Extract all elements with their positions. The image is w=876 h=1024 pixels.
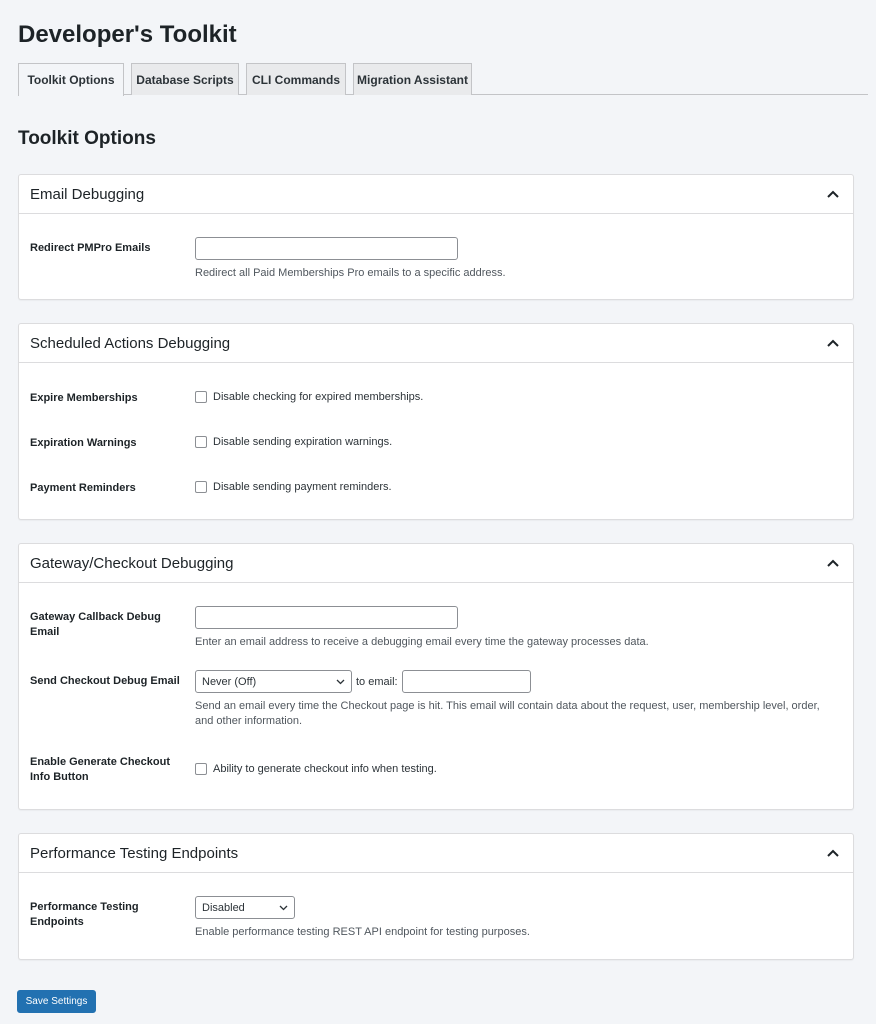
- generate-checkout-label: Enable Generate Checkout Info Button: [30, 756, 170, 783]
- expire-memberships-text: Disable checking for expired memberships.: [213, 391, 424, 403]
- redirect-emails-description: Redirect all Paid Memberships Pro emails to a specific address.: [195, 267, 506, 279]
- checkout-debug-email-input[interactable]: [402, 670, 531, 693]
- checkout-debug-label: Send Checkout Debug Email: [30, 675, 180, 687]
- checkout-debug-field: [195, 670, 841, 729]
- tab-database-scripts[interactable]: Database Scripts: [131, 63, 239, 95]
- chevron-up-icon[interactable]: [825, 845, 841, 861]
- tab-bar: [18, 63, 868, 95]
- checkout-debug-select-value: Never (Off): [202, 675, 257, 688]
- gateway-callback-description: Enter an email address to receive a debugging email every time the gateway processes data.: [195, 636, 649, 648]
- performance-endpoints-select[interactable]: [195, 896, 295, 919]
- redirect-emails-field: [195, 237, 841, 281]
- chevron-up-icon[interactable]: [825, 555, 841, 571]
- panel-title: Gateway/Checkout Debugging: [30, 554, 234, 572]
- panel-title: Scheduled Actions Debugging: [30, 334, 231, 352]
- redirect-email-input[interactable]: [195, 237, 458, 260]
- scheduled-actions-header[interactable]: [19, 324, 853, 363]
- expire-memberships-option: [195, 391, 841, 403]
- expiration-warnings-text: Disable sending expiration warnings.: [213, 436, 393, 448]
- chevron-down-icon: [279, 905, 288, 911]
- generate-checkout-option: [195, 763, 841, 775]
- gateway-callback-label: Gateway Callback Debug Email: [30, 611, 161, 638]
- tab-cli-commands[interactable]: CLI Commands: [246, 63, 346, 95]
- gateway-callback-email-input[interactable]: [195, 606, 458, 629]
- scheduled-actions-panel: [18, 323, 854, 520]
- generate-checkout-text: Ability to generate checkout info when testing.: [213, 763, 437, 775]
- redirect-emails-label: Redirect PMPro Emails: [30, 242, 151, 254]
- email-debugging-header[interactable]: [19, 175, 853, 214]
- gateway-checkout-header[interactable]: [19, 544, 853, 583]
- payment-reminders-option: [195, 481, 841, 493]
- gateway-checkout-panel: [18, 543, 854, 810]
- expire-memberships-label: Expire Memberships: [30, 392, 138, 404]
- gateway-callback-field: [195, 606, 841, 650]
- payment-reminders-checkbox[interactable]: [195, 481, 207, 493]
- expiration-warnings-checkbox[interactable]: [195, 436, 207, 448]
- chevron-up-icon[interactable]: [825, 186, 841, 202]
- checkout-debug-select[interactable]: [195, 670, 352, 693]
- chevron-down-icon: [336, 679, 345, 685]
- page-title: Developer's Toolkit: [18, 21, 237, 48]
- performance-endpoints-select-value: Disabled: [202, 901, 245, 914]
- performance-endpoints-field: [195, 896, 841, 940]
- generate-checkout-checkbox[interactable]: [195, 763, 207, 775]
- performance-endpoints-description: Enable performance testing REST API endpoint for testing purposes.: [195, 926, 530, 938]
- payment-reminders-label: Payment Reminders: [30, 482, 136, 494]
- to-email-label: to email:: [356, 675, 398, 688]
- panel-title: Email Debugging: [30, 185, 145, 203]
- tab-toolkit-options[interactable]: Toolkit Options: [18, 63, 124, 96]
- save-settings-button[interactable]: Save Settings: [17, 990, 96, 1013]
- section-heading: Toolkit Options: [18, 128, 156, 149]
- performance-testing-panel: [18, 833, 854, 960]
- chevron-up-icon[interactable]: [825, 335, 841, 351]
- expiration-warnings-label: Expiration Warnings: [30, 437, 137, 449]
- expiration-warnings-option: [195, 436, 841, 448]
- checkout-debug-description: Send an email every time the Checkout page is hit. This email will contain data about the request, user, membership level, order, and other information.: [195, 700, 820, 727]
- payment-reminders-text: Disable sending payment reminders.: [213, 481, 392, 493]
- performance-endpoints-label: Performance Testing Endpoints: [30, 901, 139, 928]
- email-debugging-panel: [18, 174, 854, 300]
- panel-title: Performance Testing Endpoints: [30, 844, 239, 862]
- tab-migration-assistant[interactable]: Migration Assistant: [353, 63, 472, 95]
- performance-testing-header[interactable]: [19, 834, 853, 873]
- expire-memberships-checkbox[interactable]: [195, 391, 207, 403]
